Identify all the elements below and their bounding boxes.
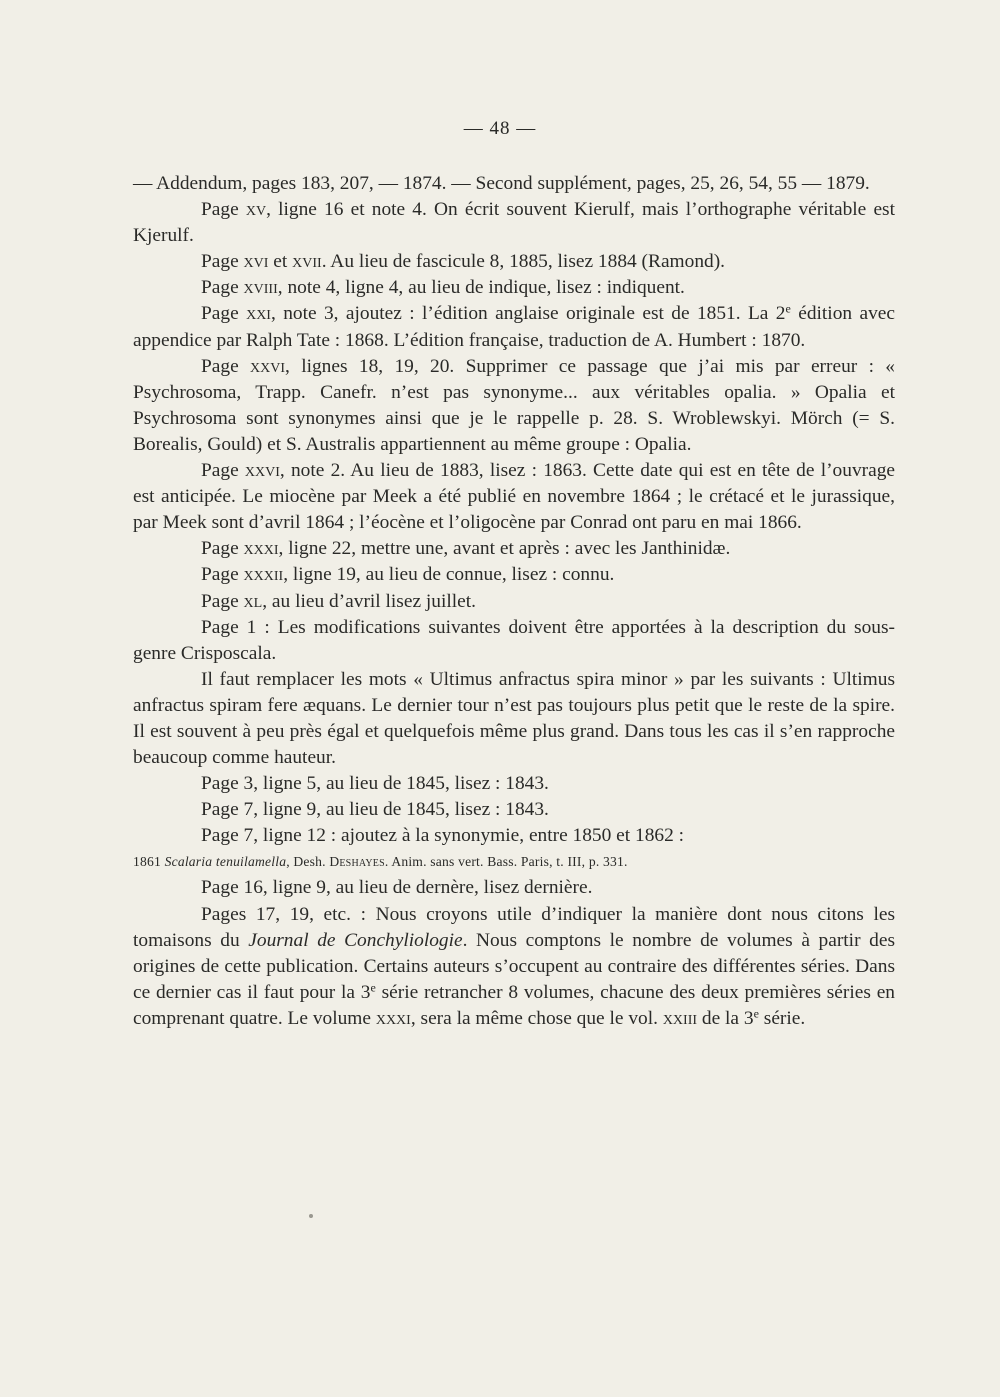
erratum-paragraph: [133, 275, 895, 301]
text-run: Page 7, ligne 9, au lieu de 1845, lisez : 1843.: [201, 799, 549, 821]
erratum-paragraph: [133, 615, 895, 667]
text-run: , note 4, ligne 4, au lieu de indique, lisez : indiquent.: [277, 277, 685, 299]
text-run: Page: [201, 564, 244, 586]
erratum-paragraph: [133, 249, 895, 275]
erratum-paragraph: [133, 771, 895, 797]
erratum-paragraph: [133, 562, 895, 588]
text-run: Scalaria tenuilamella: [164, 854, 287, 870]
text-run: Page: [201, 460, 245, 482]
erratum-paragraph: [133, 875, 895, 901]
text-run: xxi: [246, 303, 271, 325]
text-run: e: [753, 1006, 759, 1021]
page-number: — 48 —: [463, 118, 537, 139]
text-run: xvii: [292, 251, 322, 273]
synonymy-reference: [133, 851, 895, 873]
text-run: xv: [245, 199, 267, 221]
text-run: e: [370, 980, 376, 995]
text-run: 1861: [133, 854, 165, 870]
text-run: xxxi: [375, 1007, 411, 1029]
text-run: Page 16, ligne 9, au lieu de dernère, lisez dernière.: [201, 877, 593, 899]
text-run: xl: [243, 590, 263, 612]
text-run: Page: [201, 277, 244, 299]
text-run: de la 3: [697, 1007, 754, 1029]
erratum-paragraph: [133, 354, 895, 458]
text-run: e: [785, 301, 791, 316]
text-run: xxxi: [243, 538, 279, 560]
text-run: xxiii: [662, 1007, 698, 1029]
text-run: Deshayes: [329, 854, 385, 870]
text-run: . Nous comptons le nombre de volumes à partir des origines de cette publication. Certains auteurs s’occupent au contraire des différentes séries. Dans ce dernier cas il faut pour la 3: [133, 929, 895, 1003]
erratum-paragraph: [133, 797, 895, 823]
text-run: . Anim. sans vert. Bass. Paris, t. III, p. 331.: [384, 854, 628, 870]
erratum-paragraph: [133, 458, 895, 536]
erratum-paragraph: [133, 902, 895, 1032]
text-run: . Au lieu de fascicule 8, 1885, lisez 1884 (Ramond).: [321, 251, 726, 273]
text-run: xvi: [243, 251, 269, 273]
text-run: Il faut remplacer les mots « Ultimus anfractus spira minor » par les suivants : Ultimus anfractus spiram fere æquans. Le dernier tour n’est pas toujours plus petit que le reste de la spire. Il est souvent à peu près égal et quelquefois même plus grand. Dans tous les cas il s’en rapproche beaucoup comme hauteur.: [133, 668, 895, 769]
text-run: Page 3, ligne 5, au lieu de 1845, lisez : 1843.: [201, 773, 549, 795]
erratum-paragraph: [133, 197, 895, 249]
text-run: Page: [201, 590, 244, 612]
text-run: série.: [758, 1007, 806, 1029]
text-run: série retrancher 8 volumes, chacune des deux premières séries en comprenant quatre. Le volume: [133, 981, 895, 1029]
text-run: xxxii: [243, 564, 284, 586]
text-run: Page 7, ligne 12 : ajoutez à la synonymie, entre 1850 et 1862 :: [201, 825, 685, 847]
text-run: Pages 17, 19, etc. : Nous croyons utile d’indiquer la manière dont nous citons les tomaisons du: [133, 903, 895, 951]
text-run: , ligne 22, mettre une, avant et après : avec les Janthinidæ.: [278, 538, 731, 560]
text-run: xxvi: [244, 460, 280, 482]
text-run: , note 2. Au lieu de 1883, lisez : 1863. Cette date qui est en tête de l’ouvrage est anticipée. Le miocène par Meek a été publié en novembre 1864 ; le crétacé et le jurassique, par Meek sont d’avril 1864 ; l’éocène et l’oligocène par Conrad ont paru en mai 1866.: [133, 460, 896, 534]
erratum-paragraph: [133, 823, 895, 849]
erratum-paragraph: [133, 301, 895, 353]
text-run: Page 1 : Les modifications suivantes doivent être apportées à la description du sous-genre Crisposcala.: [133, 616, 895, 664]
text-run: — Addendum, pages 183, 207, — 1874. — Second supplément, pages, 25, 26, 54, 55 — 1879.: [133, 173, 870, 194]
erratum-paragraph: [133, 171, 895, 197]
text-run: , sera la même chose que le vol.: [410, 1007, 663, 1029]
text-run: , Desh.: [286, 854, 330, 870]
erratum-paragraph: [133, 536, 895, 562]
erratum-paragraph: [133, 589, 895, 615]
text-run: Journal de Conchyliologie: [248, 929, 463, 951]
text-run: , ligne 19, au lieu de connue, lisez : connu.: [283, 564, 615, 586]
text-run: xxvi: [250, 355, 286, 377]
text-run: édition avec appendice par Ralph Tate : 1868. L’édition française, traduction de A. Humbert : 1870.: [133, 303, 895, 351]
text-run: , au lieu d’avril lisez juillet.: [262, 590, 476, 612]
text-run: , note 3, ajoutez : l’édition anglaise originale est de 1851. La 2: [270, 303, 786, 325]
errata-body: [133, 171, 895, 1032]
text-run: , ligne 16 et note 4. On écrit souvent Kierulf, mais l’orthographe véritable est Kjerulf.: [133, 199, 895, 247]
text-run: Page: [201, 355, 251, 377]
text-run: xviii: [243, 277, 278, 299]
text-run: et: [268, 251, 293, 273]
text-run: , lignes 18, 19, 20. Supprimer ce passage que j’ai mis par erreur : « Psychrosoma, Trapp. Canefr. n’est pas synonyme... aux véritables opalia. » Opalia et Psychrosoma sont synonymes ainsi que je le rappelle p. 28. S. Wroblewskyi. Mörch (= S. Borealis, Gould) et S. Australis appartiennent au même groupe : Opalia.: [133, 355, 895, 455]
text-run: Page: [201, 303, 247, 325]
text-run: Page: [201, 199, 246, 221]
text-run: Page: [201, 538, 244, 560]
erratum-paragraph: [133, 667, 895, 771]
paper-smudge: [309, 1214, 313, 1218]
text-run: Page: [201, 251, 244, 273]
